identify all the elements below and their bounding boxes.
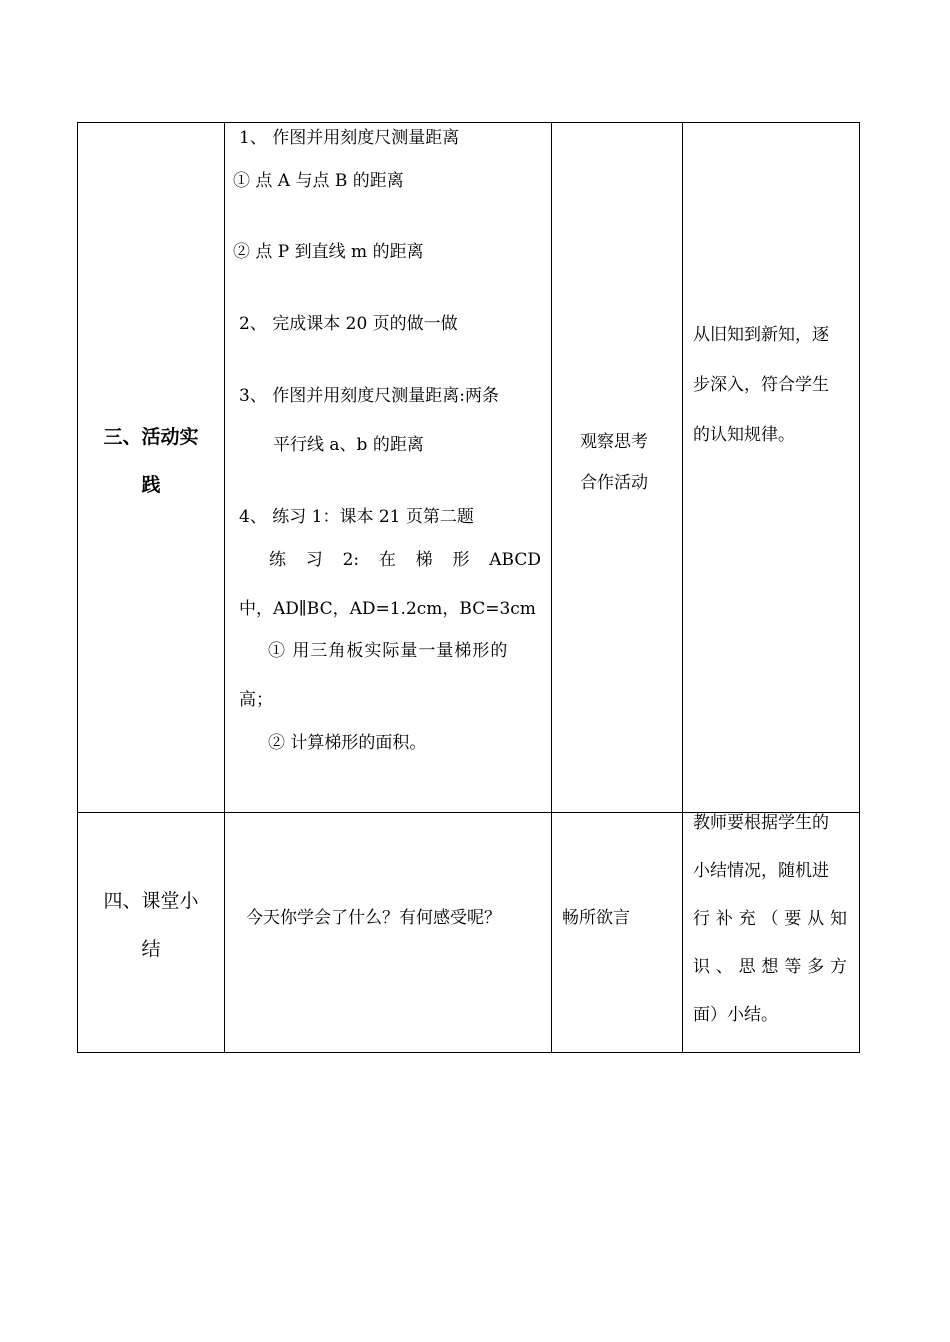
item-1b: ② 点 P 到直线 m 的距离 xyxy=(233,242,424,262)
student-activity-line1: 观察思考 xyxy=(580,432,648,452)
item-3-line1: 3、 作图并用刻度尺测量距离:两条 xyxy=(239,386,499,406)
content-cell xyxy=(225,813,552,1053)
intent-char: 行 xyxy=(693,909,710,929)
student-activity: 畅所欲言 xyxy=(562,908,630,928)
design-intent-cell xyxy=(683,123,860,813)
exercise-2-word: 梯 xyxy=(415,550,433,570)
table-row xyxy=(78,813,860,1053)
stage-title-line2: 结 xyxy=(141,938,161,960)
stage-title-line2: 践 xyxy=(141,474,161,496)
exercise-2-word: 形 xyxy=(452,550,470,570)
stage-title-line1: 三、活动实 xyxy=(103,426,199,448)
intent-char: 识 xyxy=(693,957,710,977)
intent-char: 多 xyxy=(807,957,825,977)
stage-cell xyxy=(78,813,225,1053)
item-3-line2: 平行线 a、b 的距离 xyxy=(273,435,424,455)
exercise-2-word: 练 xyxy=(269,550,286,570)
content-cell xyxy=(225,123,552,813)
question-2: ② 计算梯形的面积。 xyxy=(268,733,427,753)
item-1: 1、 作图并用刻度尺测量距离 xyxy=(239,128,460,148)
intent-char: 从 xyxy=(807,909,825,929)
summary-question: 今天你学会了什么？有何感受呢？ xyxy=(246,908,501,928)
question-1-line2: 高； xyxy=(239,690,273,710)
intent-char: 充 xyxy=(738,909,756,929)
intent-char: 补 xyxy=(715,909,733,929)
intent-line: 教师要根据学生的 xyxy=(693,813,829,833)
item-4: 4、 练习 1：课本 21 页第二题 xyxy=(239,507,474,527)
item-2: 2、 完成课本 20 页的做一做 xyxy=(239,314,458,334)
lesson-plan-table xyxy=(77,122,860,1053)
intent-char: （ xyxy=(761,909,779,929)
intent-line: 从旧知到新知，逐 xyxy=(693,325,829,345)
question-1-line1: ① 用三角板实际量一量梯形的 xyxy=(268,641,509,661)
intent-char: 要 xyxy=(784,909,802,929)
student-activity-cell xyxy=(552,813,683,1053)
design-intent-cell xyxy=(683,813,860,1053)
intent-char: 、 xyxy=(715,957,733,977)
intent-line: 面）小结。 xyxy=(693,1005,778,1025)
intent-line: 的认知规律。 xyxy=(693,425,795,445)
intent-char: 等 xyxy=(784,957,802,977)
stage-title-line1: 四、课堂小 xyxy=(103,890,199,912)
intent-char: 知 xyxy=(829,909,847,929)
intent-line xyxy=(693,909,847,929)
exercise-2-word: 2: xyxy=(342,550,360,570)
intent-line: 步深入，符合学生 xyxy=(693,375,829,395)
intent-line: 小结情况，随机进 xyxy=(693,861,829,881)
exercise-2-word: 习 xyxy=(305,550,323,570)
student-activity-cell xyxy=(552,123,683,813)
exercise-2-word: 在 xyxy=(378,550,396,570)
table-row xyxy=(78,123,860,813)
stage-cell xyxy=(78,123,225,813)
exercise-2-line1 xyxy=(269,550,541,570)
intent-line xyxy=(693,957,847,977)
intent-char: 方 xyxy=(829,957,847,977)
intent-char: 思 xyxy=(738,957,756,977)
item-1a: ① 点 A 与点 B 的距离 xyxy=(233,171,404,191)
exercise-2-word: ABCD xyxy=(489,550,541,570)
student-activity-line2: 合作活动 xyxy=(580,473,648,493)
intent-char: 想 xyxy=(761,957,779,977)
exercise-2-line2: 中，AD∥BC，AD=1.2cm，BC=3cm xyxy=(239,599,536,619)
